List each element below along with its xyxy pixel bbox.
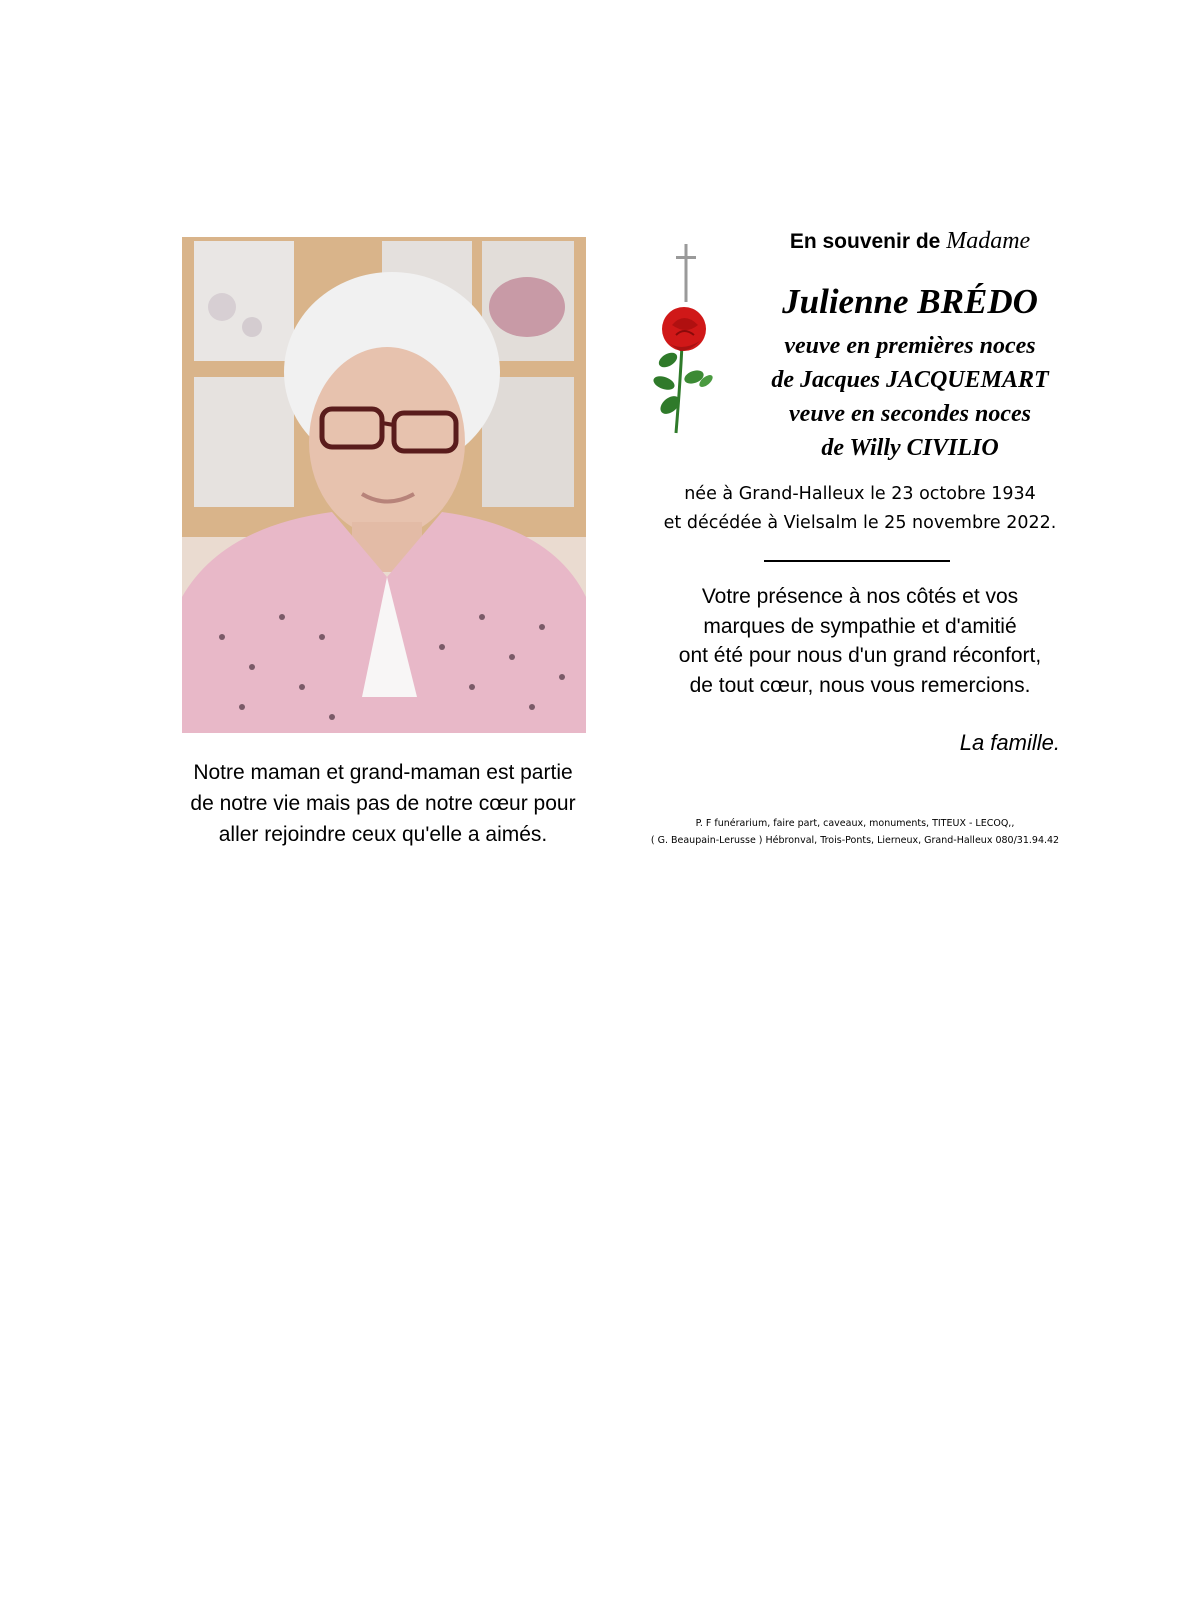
thanks-line: marques de sympathie et d'amitié [703,614,1017,638]
birth-line: née à Grand-Halleux le 23 octobre 1934 [684,484,1036,504]
spouse-line: veuve en secondes noces [789,401,1031,427]
caption-line: aller rejoindre ceux qu'elle a aimés. [218,823,548,846]
portrait-photo [182,237,586,733]
death-line: et décédée à Vielsalm le 25 novembre 2022. [663,513,1057,533]
spouse-line: de Willy CIVILIO [821,435,999,461]
rose-icon [650,305,722,435]
divider [764,560,950,562]
spouse-line: de Jacques JACQUEMART [771,367,1049,393]
caption-line: de notre vie mais pas de notre cœur pour [190,792,576,815]
signature: La famille. [959,730,1060,755]
spouse-lines [720,329,1100,465]
spouse-line: veuve en premières noces [784,333,1036,359]
heading-lead: En souvenir de [789,230,941,253]
thanks-message [640,582,1080,700]
heading-title: Madame [946,228,1031,254]
cross-icon [676,244,696,302]
funeral-home-footer [620,815,1090,849]
deceased-name: Julienne BRÉDO [782,282,1038,321]
life-dates [640,480,1080,538]
thanks-line: de tout cœur, nous vous remercions. [689,673,1031,697]
caption-line: Notre maman et grand-maman est partie [193,761,573,784]
thanks-line: ont été pour nous d'un grand réconfort, [678,644,1042,667]
heading [760,228,1060,255]
thanks-line: Votre présence à nos côtés et vos [701,585,1019,608]
footer-line: P. F funérarium, faire part, caveaux, monuments, TITEUX - LECOQ,, [695,818,1015,829]
photo-caption [150,757,616,850]
footer-line: ( G. Beaupain-Lerusse ) Hébronval, Trois-Ponts, Lierneux, Grand-Halleux 080/31.94.42 [650,835,1060,846]
